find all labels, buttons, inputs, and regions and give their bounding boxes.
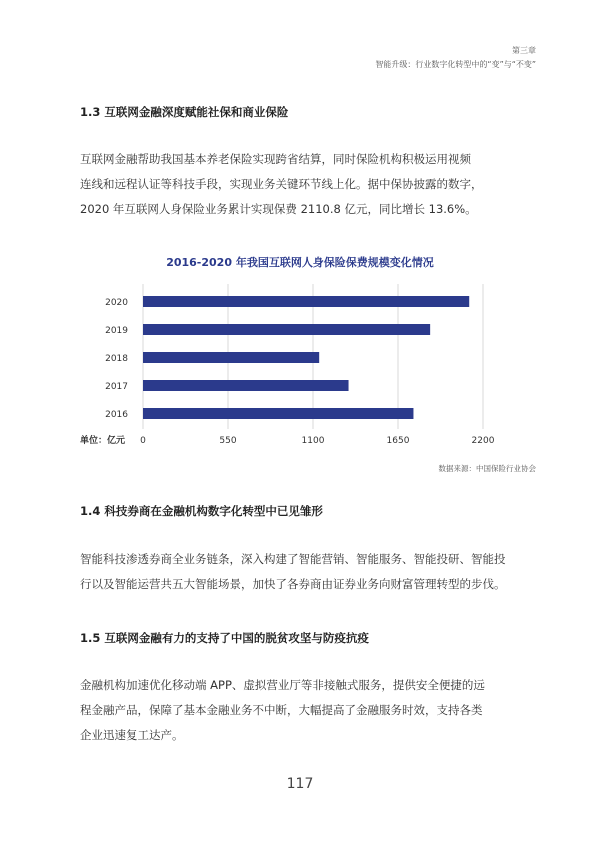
chart-title: 2016-2020 年我国互联网人身保险保费规模变化情况 bbox=[166, 256, 434, 269]
paragraph-1-4 bbox=[80, 547, 530, 597]
tick-label: 2200 bbox=[471, 436, 495, 446]
chapter-subtitle: 智能升级：行业数字化转型中的“变”与“不变” bbox=[375, 60, 536, 69]
paragraph-line: 企业迅速复工达产。 bbox=[80, 728, 184, 742]
paragraph-line: 连线和远程认证等科技手段，实现业务关键环节线上化。据中保协披露的数字， bbox=[80, 177, 483, 191]
tick-label: 550 bbox=[219, 436, 237, 446]
paragraph-line: 金融机构加速优化移动端 APP、虚拟营业厅等非接触式服务，提供安全便捷的远 bbox=[80, 678, 485, 692]
category-label: 2017 bbox=[105, 382, 128, 392]
section-heading-1-3: 1.3 互联网金融深度赋能社保和商业保险 bbox=[80, 105, 289, 119]
bar bbox=[143, 296, 469, 307]
tick-label: 1100 bbox=[301, 436, 325, 446]
paragraph-line: 智能科技渗透券商全业务链条，深入构建了智能营销、智能服务、智能投研、智能投 bbox=[80, 552, 506, 566]
category-label: 2016 bbox=[105, 410, 128, 420]
category-label: 2019 bbox=[105, 326, 128, 336]
paragraph-1-3 bbox=[80, 147, 530, 222]
category-label: 2020 bbox=[105, 298, 128, 308]
tick-label: 0 bbox=[140, 436, 146, 446]
paragraph-line: 2020 年互联网人身保险业务累计实现保费 2110.8 亿元，同比增长 13.6%。 bbox=[80, 202, 477, 216]
paragraph-1-5 bbox=[80, 673, 530, 748]
page-number: 117 bbox=[286, 776, 314, 792]
bar bbox=[143, 352, 319, 363]
paragraph-line: 程金融产品，保障了基本金融业务不中断，大幅提高了金融服务时效，支持各类 bbox=[80, 703, 483, 717]
unit-label: 单位：亿元 bbox=[80, 436, 126, 446]
chapter-label: 第三章 bbox=[512, 46, 536, 55]
bar bbox=[143, 324, 430, 335]
paragraph-line: 行以及智能运营共五大智能场景，加快了各券商由证券业务向财富管理转型的步伐。 bbox=[80, 577, 506, 591]
chart-source: 数据来源：中国保险行业协会 bbox=[438, 464, 536, 473]
paragraph-line: 互联网金融帮助我国基本养老保险实现跨省结算，同时保险机构积极运用视频 bbox=[80, 152, 471, 166]
bar bbox=[143, 380, 349, 391]
bar-chart bbox=[0, 280, 600, 450]
section-heading-1-5: 1.5 互联网金融有力的支持了中国的脱贫攻坚与防疫抗疫 bbox=[80, 631, 369, 645]
category-label: 2018 bbox=[105, 354, 128, 364]
bar bbox=[143, 408, 413, 419]
tick-label: 1650 bbox=[386, 436, 410, 446]
section-heading-1-4: 1.4 科技券商在金融机构数字化转型中已见雏形 bbox=[80, 504, 323, 518]
